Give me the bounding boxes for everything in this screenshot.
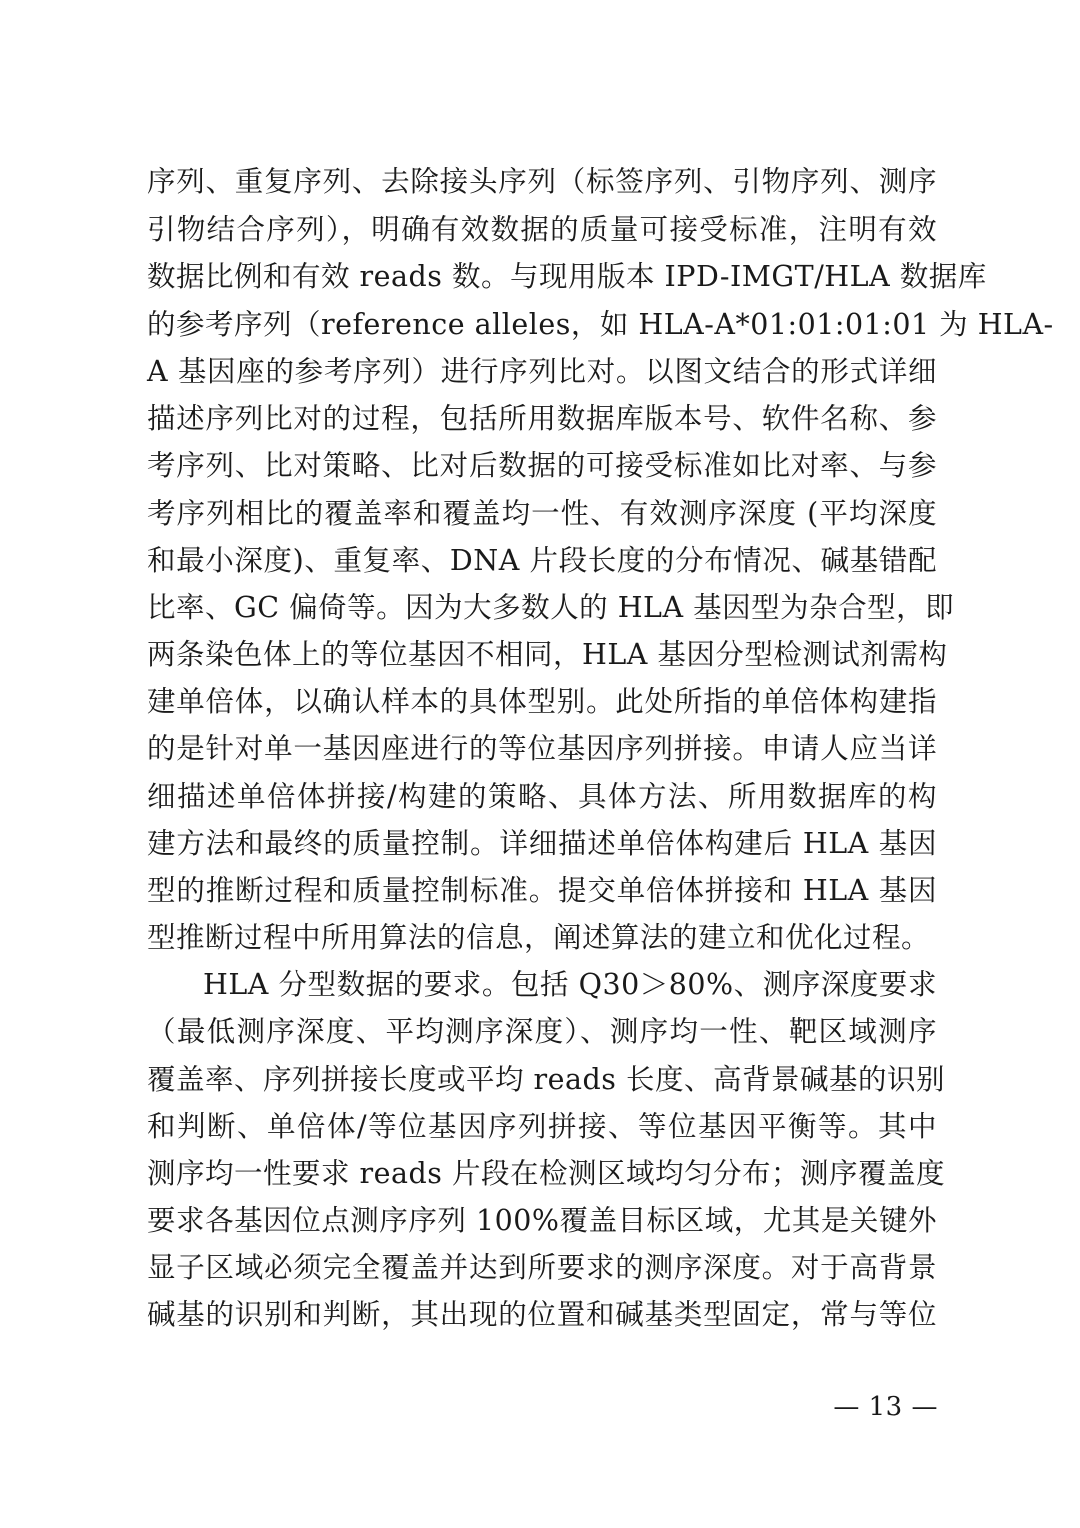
body-text-line: 的参考序列（reference alleles，如 HLA-A*01:01:01:01 为 HLA-	[147, 308, 1054, 341]
body-text-line: 和最小深度)、重复率、DNA 片段长度的分布情况、碱基错配	[147, 544, 937, 577]
body-text-line: 建方法和最终的质量控制。详细描述单倍体构建后 HLA 基因	[147, 827, 937, 860]
body-text-line: 覆盖率、序列拼接长度或平均 reads 长度、高背景碱基的识别	[147, 1063, 945, 1096]
body-text-line: 型推断过程中所用算法的信息，阐述算法的建立和优化过程。	[147, 921, 931, 954]
body-text-line: 引物结合序列），明确有效数据的质量可接受标准，注明有效	[147, 213, 937, 246]
body-text-line: 要求各基因位点测序序列 100%覆盖目标区域，尤其是关键外	[147, 1204, 937, 1237]
body-text-line: 考序列相比的覆盖率和覆盖均一性、有效测序深度 (平均深度	[147, 497, 937, 530]
body-text-line: 建单倍体，以确认样本的具体型别。此处所指的单倍体构建指	[147, 685, 937, 718]
body-text-line: 描述序列比对的过程，包括所用数据库版本号、软件名称、参	[147, 402, 937, 435]
body-text-line: 比率、GC 偏倚等。因为大多数人的 HLA 基因型为杂合型，即	[147, 591, 955, 624]
body-text-line: 细描述单倍体拼接/构建的策略、具体方法、所用数据库的构	[147, 780, 937, 813]
body-text-line: 显子区域必须完全覆盖并达到所要求的测序深度。对于高背景	[147, 1251, 937, 1284]
body-text-line: 型的推断过程和质量控制标准。提交单倍体拼接和 HLA 基因	[147, 874, 937, 907]
body-text-line: 两条染色体上的等位基因不相同，HLA 基因分型检测试剂需构	[147, 638, 948, 671]
body-text-line: 碱基的识别和判断，其出现的位置和碱基类型固定，常与等位	[147, 1298, 937, 1331]
body-text-line: （最低测序深度、平均测序深度）、测序均一性、靶区域测序	[147, 1015, 937, 1048]
body-text-line: A 基因座的参考序列）进行序列比对。以图文结合的形式详细	[147, 355, 937, 388]
body-text-line: 的是针对单一基因座进行的等位基因序列拼接。申请人应当详	[147, 732, 937, 765]
body-text-line: 考序列、比对策略、比对后数据的可接受标准如比对率、与参	[147, 449, 937, 482]
body-text-line: 和判断、单倍体/等位基因序列拼接、等位基因平衡等。其中	[147, 1110, 937, 1143]
paragraph-first-line: HLA 分型数据的要求。包括 Q30＞80%、测序深度要求	[203, 968, 937, 1001]
body-text-line: 数据比例和有效 reads 数。与现用版本 IPD-IMGT/HLA 数据库	[147, 260, 987, 293]
body-text-line: 序列、重复序列、去除接头序列（标签序列、引物序列、测序	[147, 165, 937, 198]
page-number: — 13 —	[833, 1392, 938, 1422]
body-text-line: 测序均一性要求 reads 片段在检测区域均匀分布；测序覆盖度	[147, 1157, 945, 1190]
